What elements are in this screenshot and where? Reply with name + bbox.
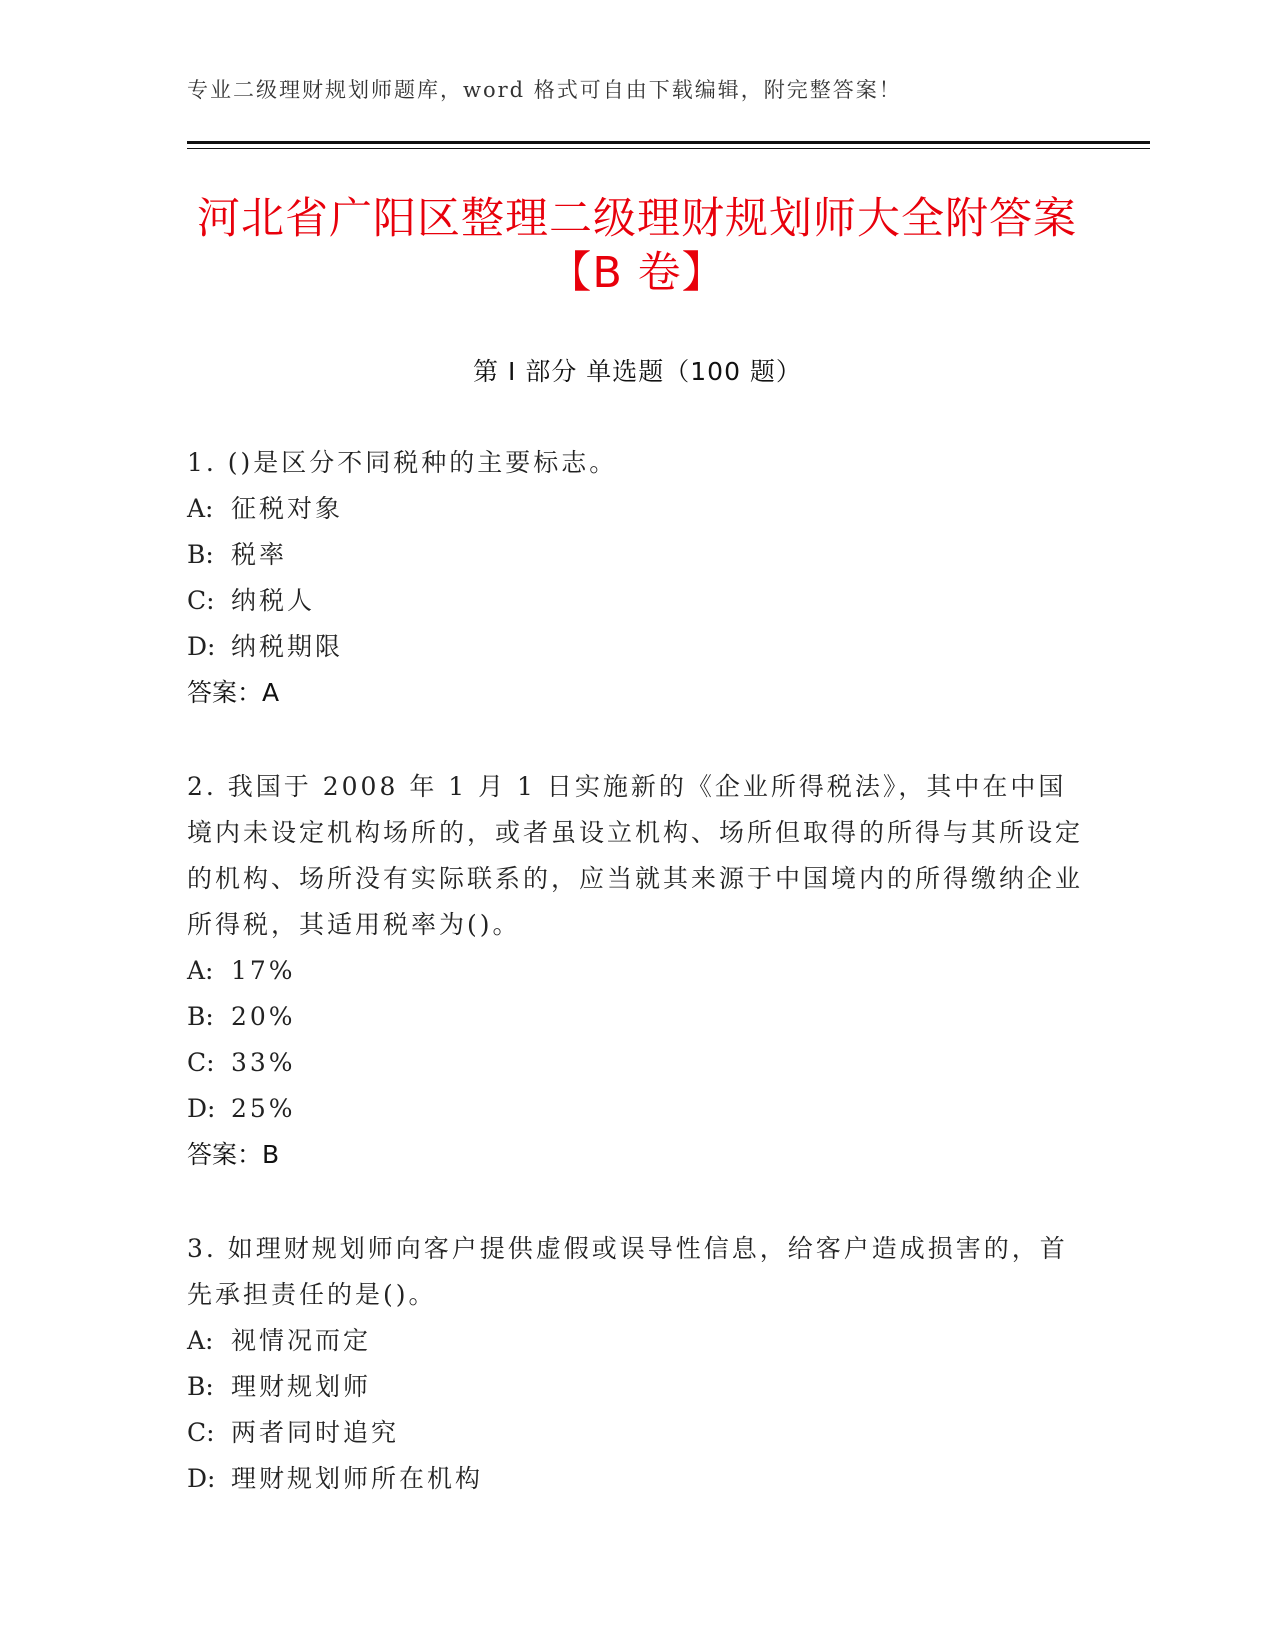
option-a	[187, 948, 1087, 994]
header-note: 专业二级理财规划师题库，word 格式可自由下载编辑，附完整答案！	[187, 78, 902, 102]
option-a	[187, 486, 1087, 532]
answer: 答案：A	[187, 678, 280, 707]
option-key: B:	[187, 1372, 214, 1401]
question-text: 1. ()是区分不同税种的主要标志。	[187, 448, 618, 477]
header-divider-thick	[187, 141, 1150, 144]
question-2	[187, 764, 1087, 1178]
option-text: 两者同时追究	[231, 1418, 400, 1447]
option-text: 20%	[231, 1002, 296, 1031]
option-b	[187, 532, 1087, 578]
option-a	[187, 1318, 1087, 1364]
option-text: 税率	[231, 540, 288, 569]
option-d	[187, 1086, 1087, 1132]
option-b	[187, 1364, 1087, 1410]
option-c	[187, 578, 1087, 624]
question-1	[187, 440, 1087, 716]
question-text: 2. 我国于 2008 年 1 月 1 日实施新的《企业所得税法》，其中在中国境内未设定机构场所的，或者虽设立机构、场所但取得的所得与其所设定的机构、场所没有实际联系的，应当就其来源于中国境内的所得缴纳企业所得税，其适用税率为()。	[187, 772, 1084, 939]
section-title: 第 I 部分 单选题（100 题）	[473, 357, 802, 386]
option-d	[187, 624, 1087, 670]
option-text: 纳税人	[231, 586, 316, 615]
option-text: 纳税期限	[231, 632, 344, 661]
option-text: 33%	[231, 1048, 296, 1077]
option-c	[187, 1040, 1087, 1086]
option-key: A:	[187, 956, 214, 985]
question-3	[187, 1226, 1087, 1502]
option-d	[187, 1456, 1087, 1502]
option-text: 视情况而定	[231, 1326, 372, 1355]
option-key: C:	[187, 1048, 215, 1077]
option-key: A:	[187, 494, 214, 523]
header-divider-thin	[187, 148, 1150, 149]
option-key: D:	[187, 1094, 216, 1123]
answer: 答案：B	[187, 1140, 280, 1169]
option-c	[187, 1410, 1087, 1456]
option-key: A:	[187, 1326, 214, 1355]
question-text: 3. 如理财规划师向客户提供虚假或误导性信息，给客户造成损害的，首先承担责任的是()。	[187, 1234, 1068, 1309]
option-key: C:	[187, 1418, 215, 1447]
option-text: 理财规划师	[231, 1372, 372, 1401]
option-text: 征税对象	[231, 494, 344, 523]
option-key: B:	[187, 1002, 214, 1031]
option-key: D:	[187, 1464, 216, 1493]
option-b	[187, 994, 1087, 1040]
option-key: D:	[187, 632, 216, 661]
option-text: 17%	[231, 956, 296, 985]
option-key: C:	[187, 586, 215, 615]
option-text: 25%	[231, 1094, 296, 1123]
option-key: B:	[187, 540, 214, 569]
document-title: 河北省广阳区整理二级理财规划师大全附答案【B 卷】	[197, 194, 1077, 298]
option-text: 理财规划师所在机构	[231, 1464, 484, 1493]
question-list	[187, 440, 1087, 1550]
